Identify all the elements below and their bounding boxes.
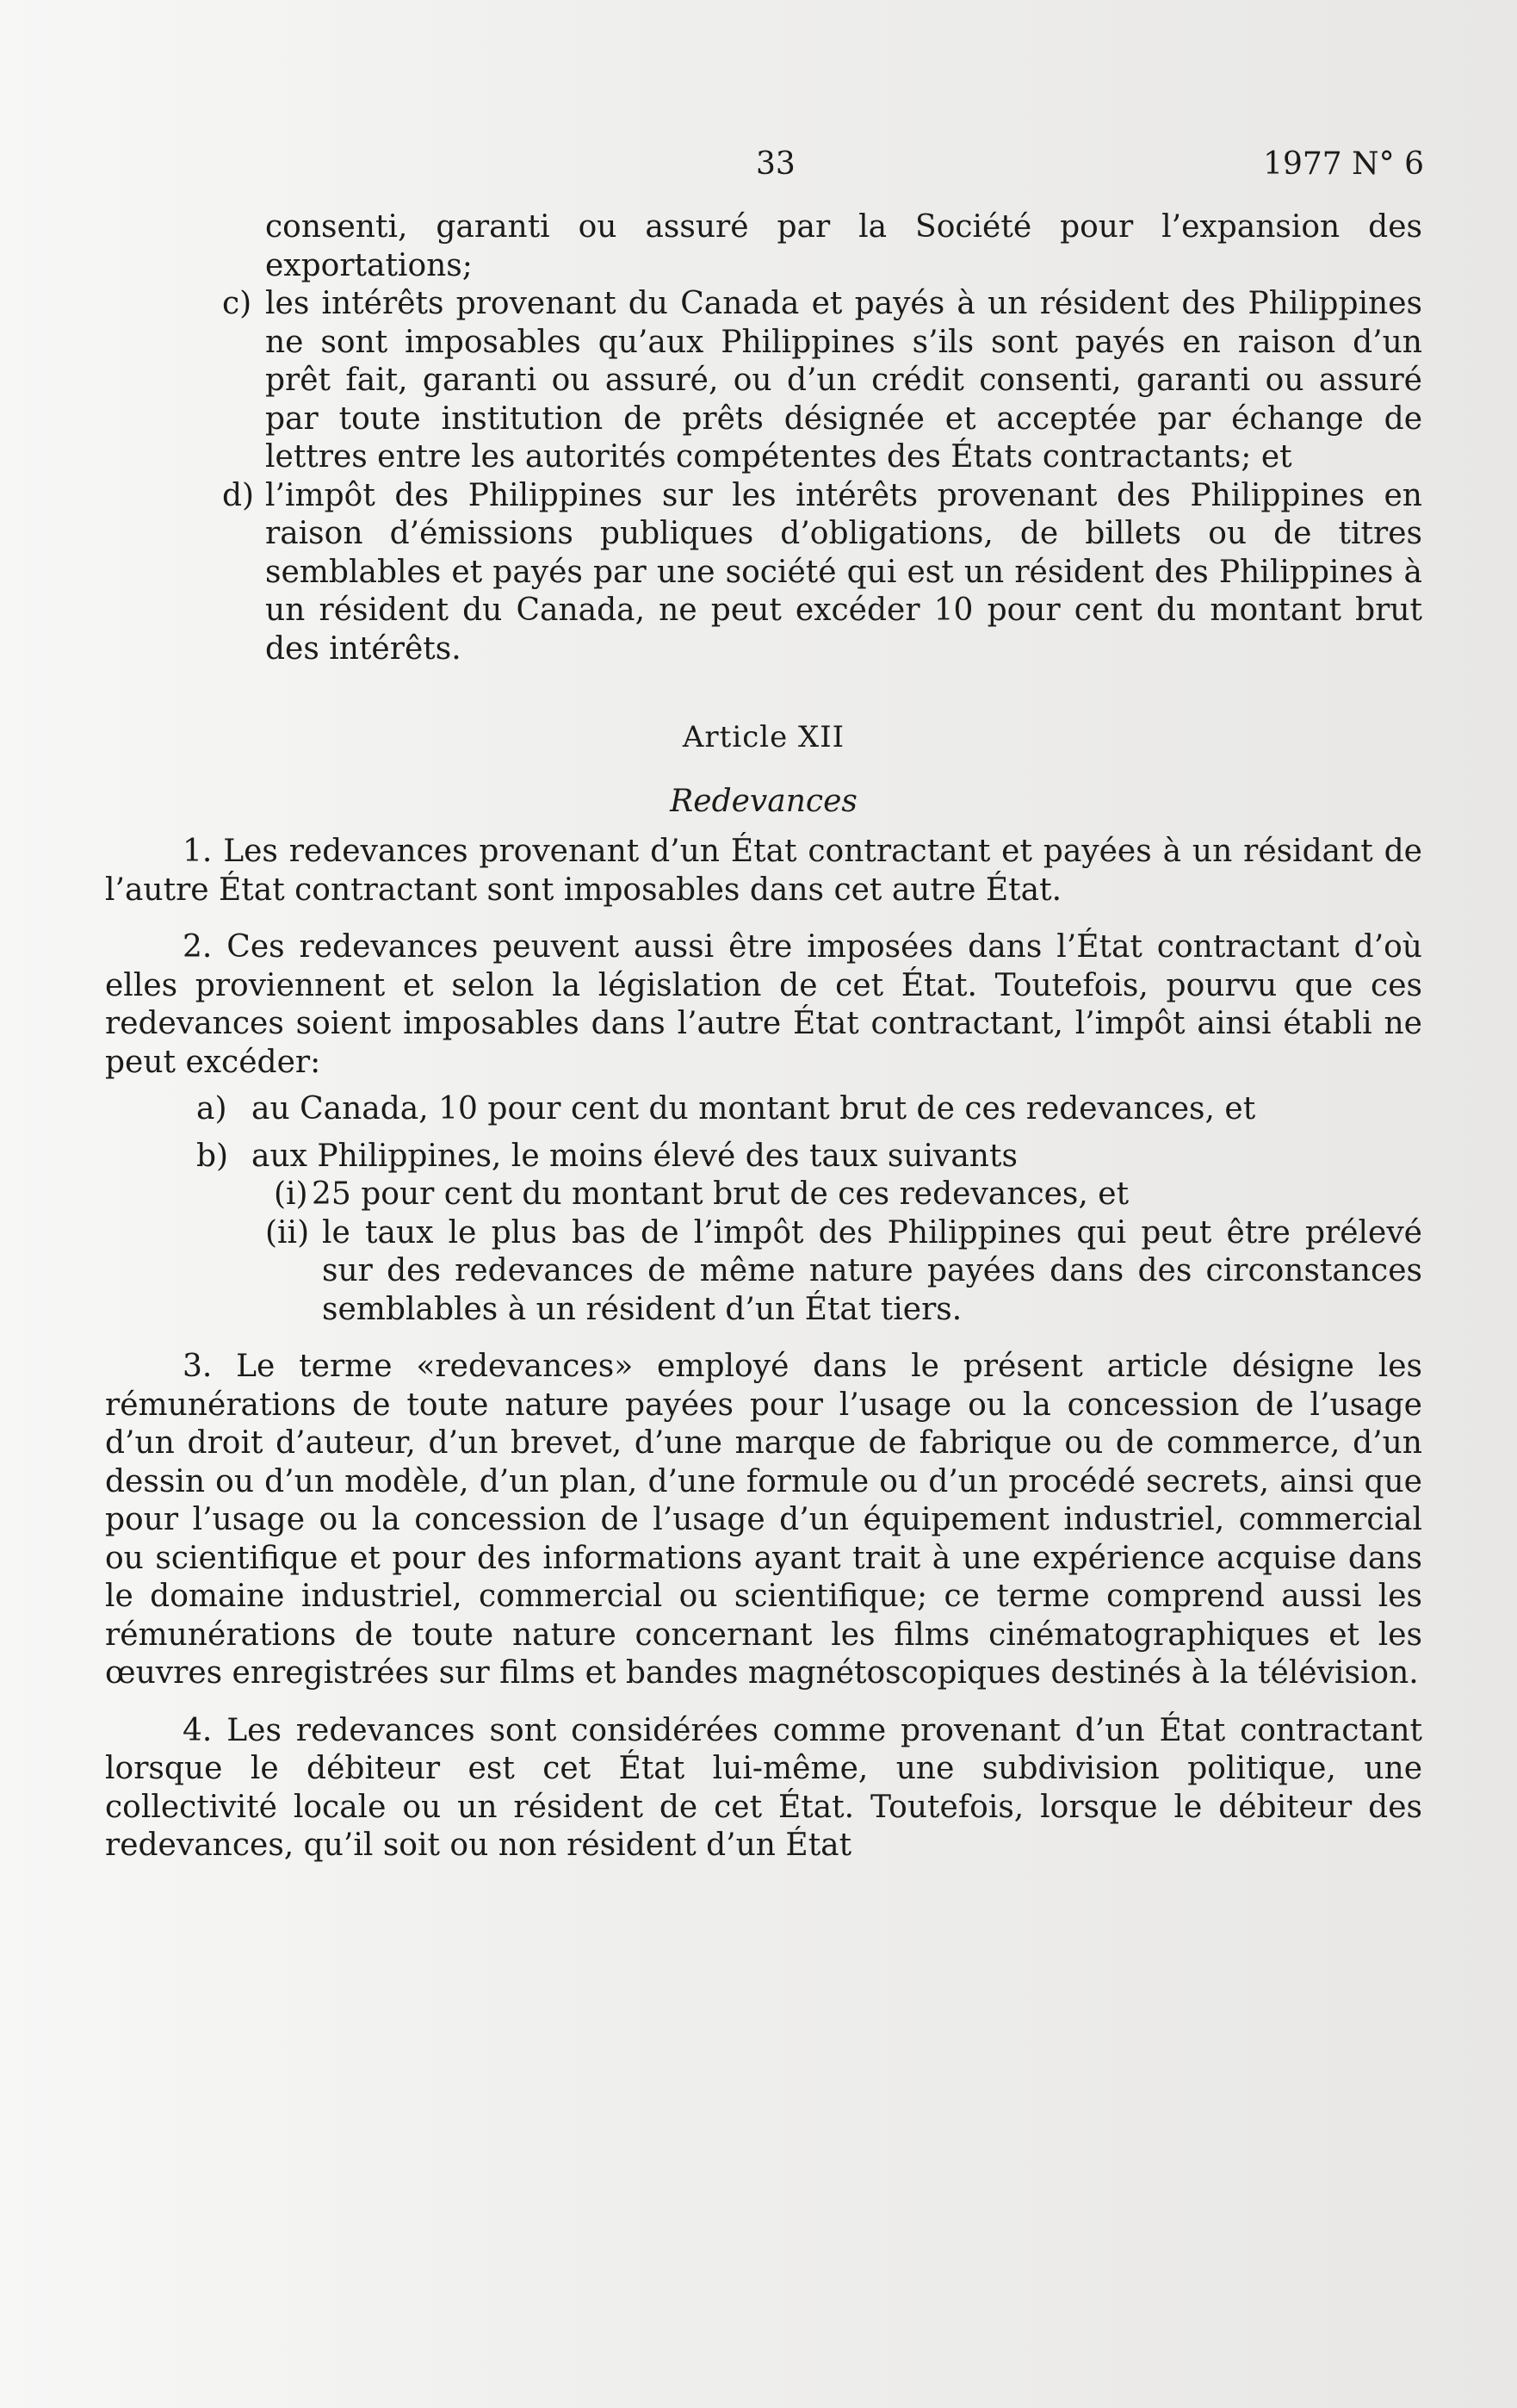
- item-text: aux Philippines, le moins élevé des taux suivants: [251, 1138, 1018, 1174]
- paragraph-4: 4. Les redevances sont considérées comme provenant d’un État contractant lorsque le débiteur est cet État lui-même, une subdivision politique, une collectivité locale ou un résident de cet État. Toutefois, lorsque le débiteur des redevances, qu’il soit ou non résident d’un État: [105, 1712, 1422, 1863]
- list-item-b: [105, 1138, 1422, 1176]
- list-item-c: [105, 285, 1422, 477]
- item-label: d): [222, 477, 255, 513]
- article-heading: Article XII: [682, 720, 845, 754]
- year-number: 1977 N° 6: [1263, 146, 1424, 182]
- page-number: 33: [756, 146, 796, 182]
- list-item-d: [105, 477, 1422, 669]
- paragraph-3: 3. Le terme «redevances» employé dans le présent article désigne les rémunérations de toute nature payées pour l’usage ou la concession de l’usage d’un droit d’auteur, d’un brevet, d’une marque de fabrique ou de commerce, d’un dessin ou d’un modèle, d’un plan, d’une formule ou d’un procédé secrets, ainsi que pour l’usage ou la concession de l’usage d’un équipement industriel, commercial ou scientifique et pour des informations ayant trait à une expérience acquise dans le domaine industriel, commercial ou scientifique; ce terme comprend aussi les rémunérations de toute nature concernant les films cinématographiques et les œuvres enregistrées sur films et bandes magnétoscopiques destinés à la télévision.: [105, 1349, 1422, 1691]
- item-text: l’impôt des Philippines sur les intérêts provenant des Philippines en raison d’émissions publiques d’obligations, de billets ou de titres semblables et payés par une société qui est un résident des Philippines à un résident du Canada, ne peut excéder 10 pour cent du montant brut des intérêts.: [265, 477, 1422, 667]
- list-item-a: [105, 1090, 1422, 1129]
- article-subheading: Redevances: [670, 783, 858, 819]
- body-text: [105, 208, 1422, 1865]
- sub-item-text: le taux le plus bas de l’impôt des Philippines qui peut être prélevé sur des redevances de même nature payées dans des circonstances semblables à un résident d’un État tiers.: [322, 1214, 1422, 1327]
- item-text: au Canada, 10 pour cent du montant brut de ces redevances, et: [251, 1091, 1256, 1126]
- sub-item-label: (i): [274, 1176, 308, 1212]
- paragraph-1: 1. Les redevances provenant d’un État contractant et payées à un résidant de l’autre État contractant sont imposables dans cet autre État.: [105, 834, 1422, 908]
- sub-item-text: 25 pour cent du montant brut de ces redevances, et: [312, 1176, 1130, 1212]
- item-label: b): [196, 1138, 229, 1174]
- paragraph-2: 2. Ces redevances peuvent aussi être imposées dans l’État contractant d’où elles proviennent et selon la législation de cet État. Toutefois, pourvu que ces redevances soient imposables dans l’autre État contractant, l’impôt ainsi établi ne peut excéder:: [105, 929, 1422, 1080]
- item-label: a): [196, 1091, 227, 1126]
- sub-item-i: [105, 1176, 1422, 1214]
- sub-item-ii: [105, 1214, 1422, 1330]
- item-label: c): [222, 286, 252, 321]
- item-text: les intérêts provenant du Canada et payés à un résident des Philippines ne sont imposables qu’aux Philippines s’ils sont payés en raison d’un prêt fait, garanti ou assuré, ou d’un crédit consenti, garanti ou assuré par toute institution de prêts désignée et acceptée par échange de lettres entre les autorités compétentes des États contractants; et: [265, 286, 1422, 475]
- page-header: [0, 146, 1517, 198]
- continuation-paragraph: consenti, garanti ou assuré par la Société pour l’expansion des exportations;: [265, 209, 1422, 283]
- sub-item-label: (ii): [265, 1214, 310, 1251]
